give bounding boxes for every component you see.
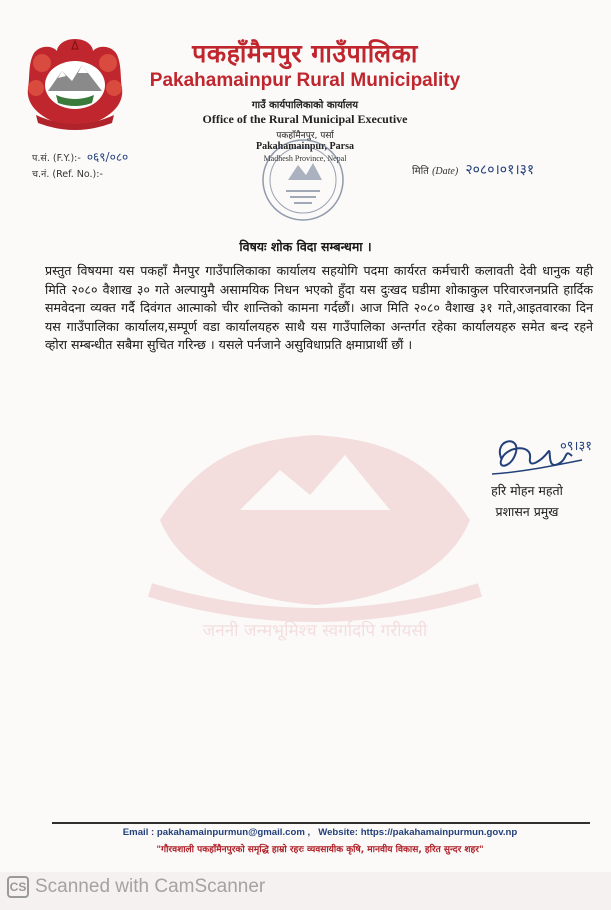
email-label: Email :: [122, 827, 155, 838]
watermark-emblem: [120, 400, 510, 650]
address-en: Pakahamainpur, Parsa: [256, 141, 354, 152]
date-label-en: (Date): [432, 166, 459, 177]
letter-subject: विषयः शोक विदा सम्बन्धमा ।: [239, 239, 372, 254]
fiscal-year-row: [32, 148, 128, 165]
letter-body: प्रस्तुत विषयमा यस पकहाँ मैनपुर गाउँपालिकाका कार्यालय सहयोगि पदमा कार्यरत कर्मचारी कलावती देवी धानुक यही मिति २०८० वैशाख ३० गते अल्पायुमै असामयिक निधन भएको हुँदा यस दुःखद घडीमा शोकाकुल परिवारजनप्रति हार्दिक समवेदना व्यक्त गर्दै दिवंगत आत्माको चीर शान्तिको कामना गर्दछौं। आज मिति २०८० वैशाख ३१ गते,आइतवारका दिन यस गाउँपालिका कार्यालय,सम्पूर्ण वडा कार्यालयहरु साथै यस गाउँपालिका अन्तर्गत रहेका कार्यालयहरु समेत बन्द रहने व्होरा सम्बन्धीत सबैमा सुचित गरिन्छ । यसले पर्नजाने असुविधाप्रति क्षमाप्रार्थी छौं ।: [45, 263, 593, 353]
fiscal-year-value: ०६९/०८०: [86, 150, 129, 164]
office-name-en: Office of the Rural Municipal Executive: [202, 112, 408, 126]
ref-no-label: च.नं. (Ref. No.):-: [32, 169, 103, 180]
office-name-np: गाउँ कार्यपालिकाको कार्यालय: [251, 100, 359, 111]
footer-contacts: [0, 827, 611, 838]
date-label-np: मिति: [412, 166, 429, 177]
email-value[interactable]: pakahamainpurmun@gmail.com ,: [156, 827, 311, 838]
signatory-name: हरि मोहन महतो: [491, 483, 563, 498]
municipality-title-en: Pakahamainpur Rural Municipality: [149, 70, 461, 91]
scanner-watermark: [7, 875, 265, 899]
address-np: पकहाँमैनपुर, पर्सा: [276, 131, 334, 141]
website-label: Website:: [318, 827, 359, 838]
province-en: Madhesh Province, Nepal: [263, 154, 347, 163]
camscanner-text: Scanned with CamScanner: [35, 876, 266, 897]
date-row: [412, 160, 534, 179]
footer-motto: "गौरवशाली पकहाँमैनपुरको समृद्धि हाम्रो रहरः व्यवसायीक कृषि, मानवीय विकास, हरित सुन्दर शहर": [156, 845, 484, 855]
footer-divider: [52, 822, 590, 824]
camscanner-icon: CS: [7, 876, 29, 898]
watermark-motto: जननी जन्मभूमिश्च स्वर्गादपि गरीयसी: [202, 621, 428, 641]
fiscal-year-label: प.सं. (F.Y.):-: [32, 153, 81, 164]
website-value[interactable]: https://pakahamainpurmun.gov.np: [360, 827, 518, 838]
office-stamp: [258, 135, 348, 225]
municipality-title-np: पकहाँमैनपुर गाउँपालिका: [192, 39, 418, 68]
ref-no-row: [32, 166, 106, 180]
signature-date: ०९।३१: [560, 439, 592, 454]
national-emblem: [22, 33, 128, 133]
date-value: २०८०।०१।३१: [465, 162, 535, 178]
signatory-title: प्रशासन प्रमुख: [495, 504, 559, 519]
signatory-block: [472, 480, 582, 522]
